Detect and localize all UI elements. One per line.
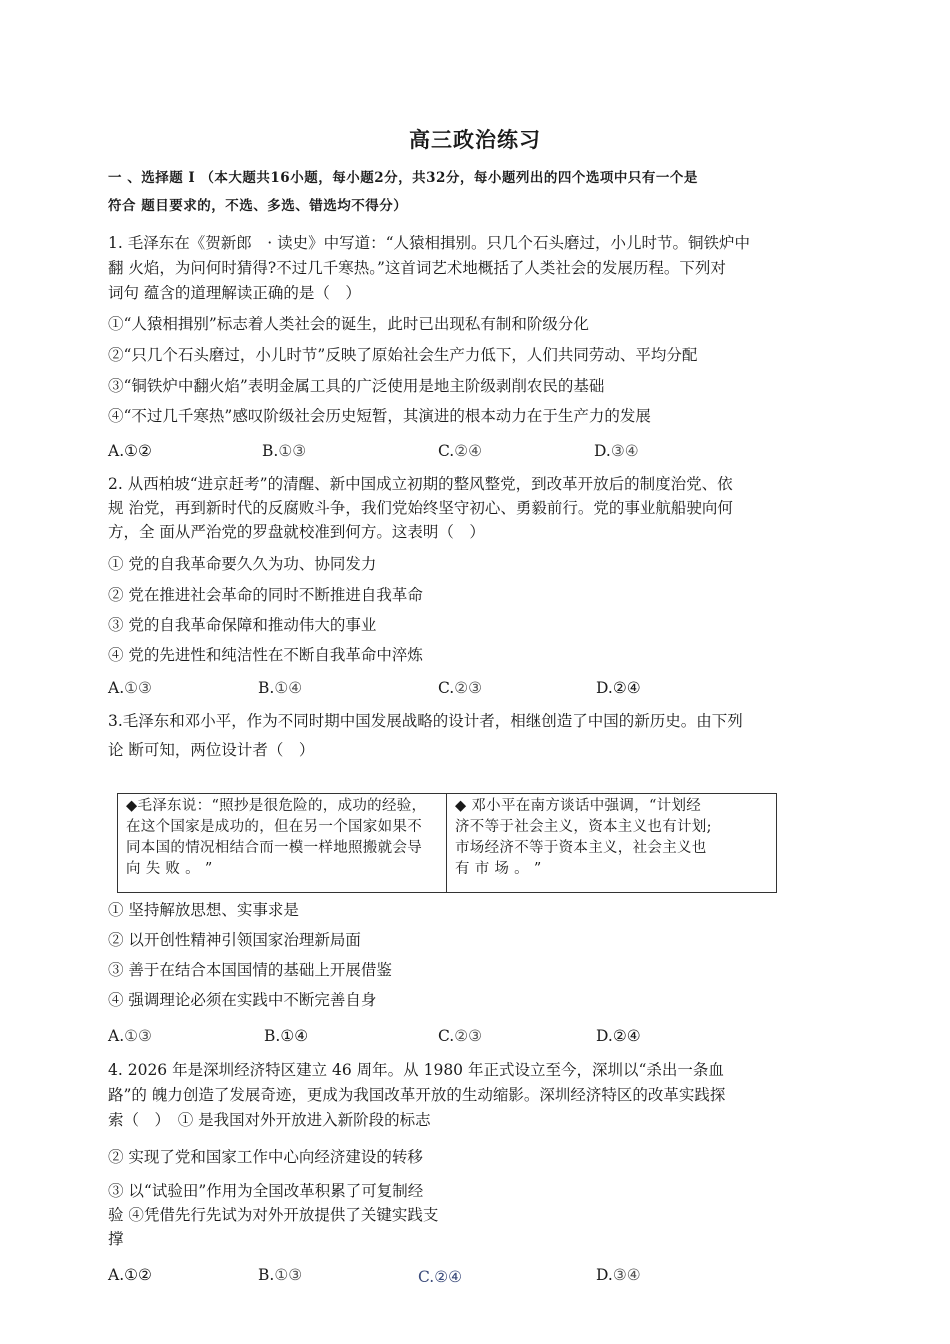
q4-item: 验 ④凭借先行先试为对外开放提供了关键实践支	[108, 1206, 439, 1224]
q3-stem-line: 论 断可知，两位设计者（ ）	[108, 741, 315, 759]
q3-stem-line: 3.毛泽东和邓小平，作为不同时期中国发展战略的设计者，相继创造了中国的新历史。由下列	[108, 712, 743, 730]
q3-option-c: C.②③	[438, 1027, 483, 1045]
q4-item: ② 实现了党和国家工作中心向经济建设的转移	[108, 1148, 423, 1166]
q1-stem-line: 词句 蕴含的道理解读正确的是（ ）	[108, 284, 361, 302]
q4-option-a: A.①②	[108, 1266, 152, 1284]
page-title: 高三政治练习	[409, 127, 541, 152]
section-heading	[108, 164, 843, 220]
q4-option-d: D.③④	[596, 1266, 641, 1284]
q2-option-d: D.②④	[596, 679, 641, 697]
q1-item: ②“只几个石头磨过，小儿时节”反映了原始社会生产力低下，人们共同劳动、平均分配	[108, 346, 698, 364]
q1-item: ③“铜铁炉中翻火焰”表明金属工具的广泛使用是地主阶级剥削农民的基础	[108, 377, 605, 395]
section-heading-line: 一 、选择题 I （本大题共16小题，每小题2分，共32分，每小题列出的四个选项中只有一个是	[108, 170, 698, 186]
q1-option-b: B.①③	[262, 442, 307, 460]
q4-item: ③ 以“试验田”作用为全国改革积累了可复制经	[108, 1182, 424, 1200]
q4-item: 撑	[108, 1230, 124, 1248]
quote-line: 向 失 败 。 ”	[126, 861, 213, 877]
q1-item: ①“人猿相揖别”标志着人类社会的诞生，此时已出现私有制和阶级分化	[108, 315, 589, 333]
q1-stem-line: 翻 火焰，为问何时猜得?不过几千寒热。”这首词艺术地概括了人类社会的发展历程。下列对	[108, 259, 726, 277]
q4-option-c: C.②④	[418, 1268, 463, 1286]
quote-line: 有 市 场 。 ”	[455, 861, 542, 877]
quote-deng	[447, 794, 776, 892]
q2-item: ② 党在推进社会革命的同时不断推进自我革命	[108, 586, 423, 604]
q3-item: ② 以开创性精神引领国家治理新局面	[108, 931, 361, 949]
q2-option-c: C.②③	[438, 679, 483, 697]
q4-stem-line: 路”的 魄力创造了发展奇迹，更成为我国改革开放的生动缩影。深圳经济特区的改革实践探	[108, 1086, 726, 1104]
q2-stem-line: 2. 从西柏坡“进京赶考”的清醒、新中国成立初期的整风整党，到改革开放后的制度治党、依	[108, 475, 733, 493]
q2-option-b: B.①④	[258, 679, 303, 697]
quote-line: 济不等于社会主义，资本主义也有计划;	[455, 819, 712, 835]
quote-table	[117, 793, 777, 893]
q2-item: ① 党的自我革命要久久为功、协同发力	[108, 555, 377, 573]
q2-stem-line: 规 治党，再到新时代的反腐败斗争，我们党始终坚守初心、勇毅前行。党的事业航船驶向何	[108, 499, 733, 517]
q2-option-a: A.①③	[108, 679, 152, 697]
q2-item: ③ 党的自我革命保障和推动伟大的事业	[108, 616, 377, 634]
quote-line: 在这个国家是成功的，但在另一个国家如果不	[126, 819, 422, 835]
q3-item: ④ 强调理论必须在实践中不断完善自身	[108, 991, 377, 1009]
quote-line: ◆毛泽东说：“照抄是很危险的，成功的经验，	[126, 798, 427, 814]
q1-stem-line: 1. 毛泽东在《贺新郎 · 读史》中写道：“人猿相揖别。只几个石头磨过，小儿时节。铜铁炉中	[108, 234, 750, 252]
q1-option-a: A.①②	[108, 442, 152, 460]
q4-stem-line: 4. 2026 年是深圳经济特区建立 46 周年。从 1980 年正式设立至今，深圳以“杀出一条血	[108, 1061, 724, 1079]
q1-option-d: D.③④	[594, 442, 639, 460]
q3-item: ① 坚持解放思想、实事求是	[108, 901, 299, 919]
q4-option-b: B.①③	[258, 1266, 303, 1284]
q3-item: ③ 善于在结合本国国情的基础上开展借鉴	[108, 961, 392, 979]
quote-mao	[118, 794, 447, 892]
q3-option-d: D.②④	[596, 1027, 641, 1045]
q4-stem-line: 索（ ） ① 是我国对外开放进入新阶段的标志	[108, 1111, 431, 1129]
quote-line: 市场经济不等于资本主义，社会主义也	[455, 840, 707, 856]
section-heading-line: 符合 题目要求的，不选、多选、错选均不得分）	[108, 198, 408, 214]
quote-line: ◆ 邓小平在南方谈话中强调，“计划经	[455, 798, 702, 814]
q2-item: ④ 党的先进性和纯洁性在不断自我革命中淬炼	[108, 646, 423, 664]
q3-option-b: B.①④	[264, 1027, 309, 1045]
quote-line: 同本国的情况相结合而一模一样地照搬就会导	[126, 840, 422, 856]
q1-item: ④“不过几千寒热”感叹阶级社会历史短暂，其演进的根本动力在于生产力的发展	[108, 407, 651, 425]
q1-option-c: C.②④	[438, 442, 483, 460]
q2-stem-line: 方，全 面从严治党的罗盘就校准到何方。这表明（ ）	[108, 523, 485, 541]
q3-option-a: A.①③	[108, 1027, 152, 1045]
